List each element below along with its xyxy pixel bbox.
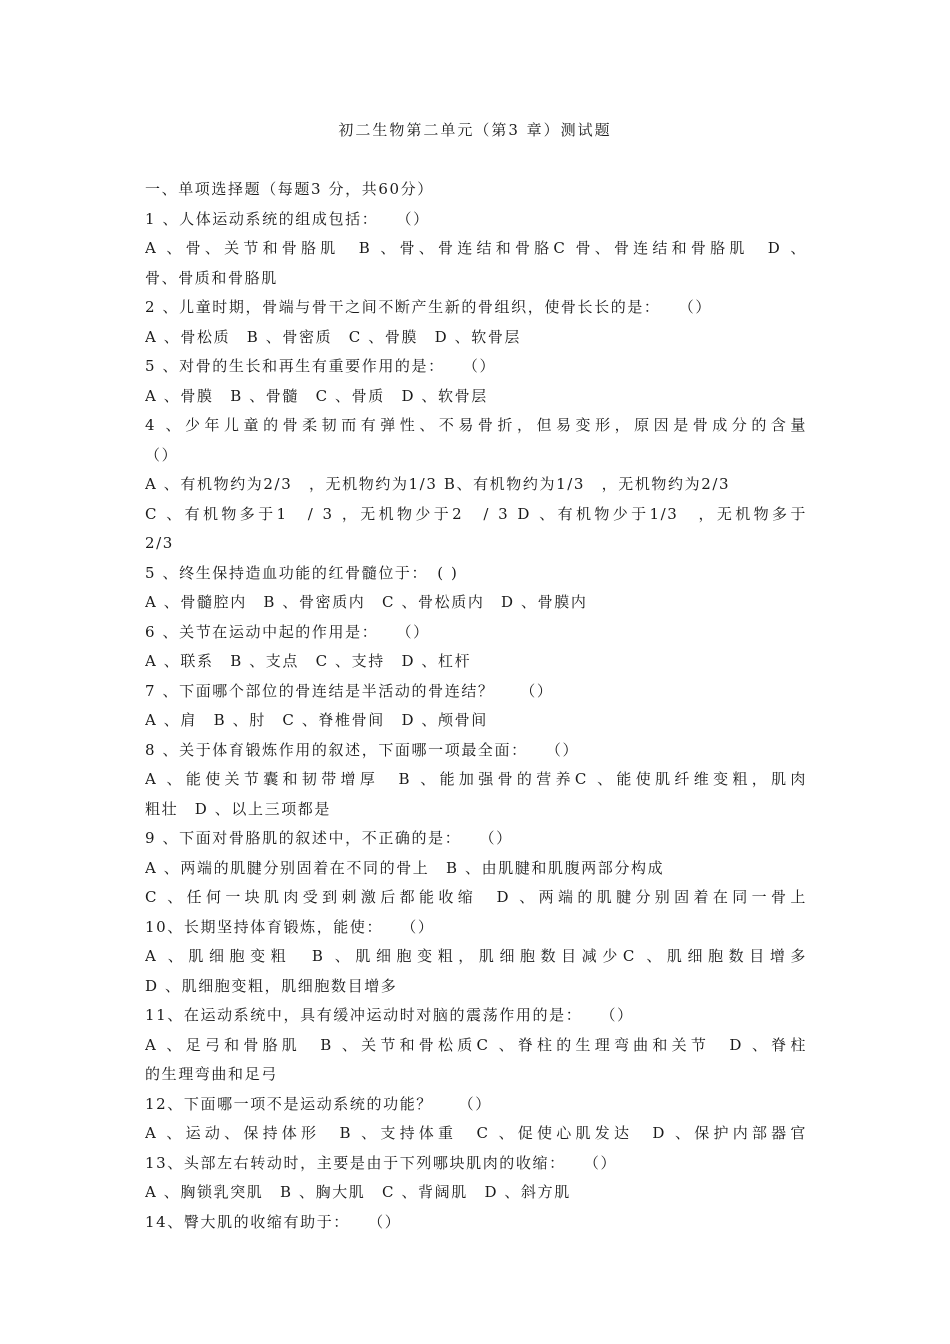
question-4-options-a: A 、有机物约为2/3 ，无机物约为1/3 B、有机物约为1/3 ，无机物约为2/3 xyxy=(145,475,731,493)
question-1: 1 、人体运动系统的组成包括： （） xyxy=(145,209,430,228)
question-9-options-c: C 、任何一块肌肉受到刺激后都能收缩 D 、两端的肌腱分别固着在同一骨上 xyxy=(145,888,807,906)
question-5: 5 、终生保持造血功能的红骨髓位于： ( ) xyxy=(145,563,459,582)
question-10-options: A 、肌细胞变粗 B 、肌细胞变粗，肌细胞数目减少C 、肌细胞数目增多 xyxy=(145,947,807,965)
question-10: 10、长期坚持体育锻炼，能使： （） xyxy=(145,917,435,936)
question-3-options: A 、骨膜 B 、骨髓 C 、骨质 D 、软骨层 xyxy=(145,386,488,405)
question-6: 6 、关节在运动中起的作用是： （） xyxy=(145,622,430,641)
question-8-options: A 、能使关节囊和韧带增厚 B 、能加强骨的营养C 、能使肌纤维变粗，肌肉 xyxy=(145,770,807,788)
question-4-options-c: C 、有机物多于1 / 3 ，无机物少于2 / 3 D 、有机物少于1/3 ，无机物多于 xyxy=(145,504,807,523)
question-2: 2 、儿童时期，骨端与骨干之间不断产生新的骨组织，使骨长长的是： （） xyxy=(145,298,712,316)
question-9-options-a: A 、两端的肌腱分别固着在不同的骨上 B 、由肌腱和肌腹两部分构成 xyxy=(145,858,665,877)
question-12-options: A 、运动、保持体形 B 、支持体重 C 、促使心肌发达 D 、保护内部器官 xyxy=(145,1124,807,1142)
question-list xyxy=(145,175,807,1237)
question-13: 13、头部左右转动时，主要是由于下列哪块肌肉的收缩： （） xyxy=(145,1153,618,1172)
question-14: 14、臀大肌的收缩有助于： （） xyxy=(145,1212,402,1231)
question-10-options-cont: D 、肌细胞变粗，肌细胞数目增多 xyxy=(145,976,398,995)
question-11-options: A 、足弓和骨胳肌 B 、关节和骨松质C 、脊柱的生理弯曲和关节 D 、脊柱 xyxy=(145,1035,807,1054)
question-9: 9 、下面对骨胳肌的叙述中，不正确的是： （） xyxy=(145,829,513,847)
question-7-options: A 、肩 B 、肘 C 、脊椎骨间 D 、颅骨间 xyxy=(145,711,488,729)
question-11-options-cont: 的生理弯曲和足弓 xyxy=(145,1065,278,1083)
section-heading: 一、单项选择题（每题3 分，共60分） xyxy=(145,180,434,198)
question-1-options-cont: 骨、骨质和骨胳肌 xyxy=(145,268,278,287)
question-4: 4 、少年儿童的骨柔韧而有弹性、不易骨折，但易变形，原因是骨成分的含量 xyxy=(145,416,807,434)
question-4-cont: （） xyxy=(145,445,179,464)
question-3: 5 、对骨的生长和再生有重要作用的是： （） xyxy=(145,357,497,375)
question-11: 11、在运动系统中，具有缓冲运动时对脑的震荡作用的是： （） xyxy=(145,1006,634,1024)
question-7: 7 、下面哪个部位的骨连结是半活动的骨连结？ （） xyxy=(145,681,554,700)
question-5-options: A 、骨髓腔内 B 、骨密质内 C 、骨松质内 D 、骨膜内 xyxy=(145,593,588,611)
question-13-options: A 、胸锁乳突肌 B 、胸大肌 C 、背阔肌 D 、斜方肌 xyxy=(145,1183,571,1201)
document-title: 初二生物第二单元（第3 章）测试题 xyxy=(338,121,612,139)
question-12: 12、下面哪一项不是运动系统的功能？ （） xyxy=(145,1094,492,1113)
question-2-options: A 、骨松质 B 、骨密质 C 、骨膜 D 、软骨层 xyxy=(145,327,522,346)
question-8-options-cont: 粗壮 D 、以上三项都是 xyxy=(145,799,331,818)
question-1-options: A 、骨、关节和骨胳肌 B 、骨、骨连结和骨胳C 骨、骨连结和骨胳肌 D 、 xyxy=(145,239,807,257)
question-8: 8 、关于体育锻炼作用的叙述，下面哪一项最全面： （） xyxy=(145,740,580,759)
question-6-options: A 、联系 B 、支点 C 、支持 D 、杠杆 xyxy=(145,652,472,670)
question-4-options-cont: 2/3 xyxy=(145,534,174,552)
